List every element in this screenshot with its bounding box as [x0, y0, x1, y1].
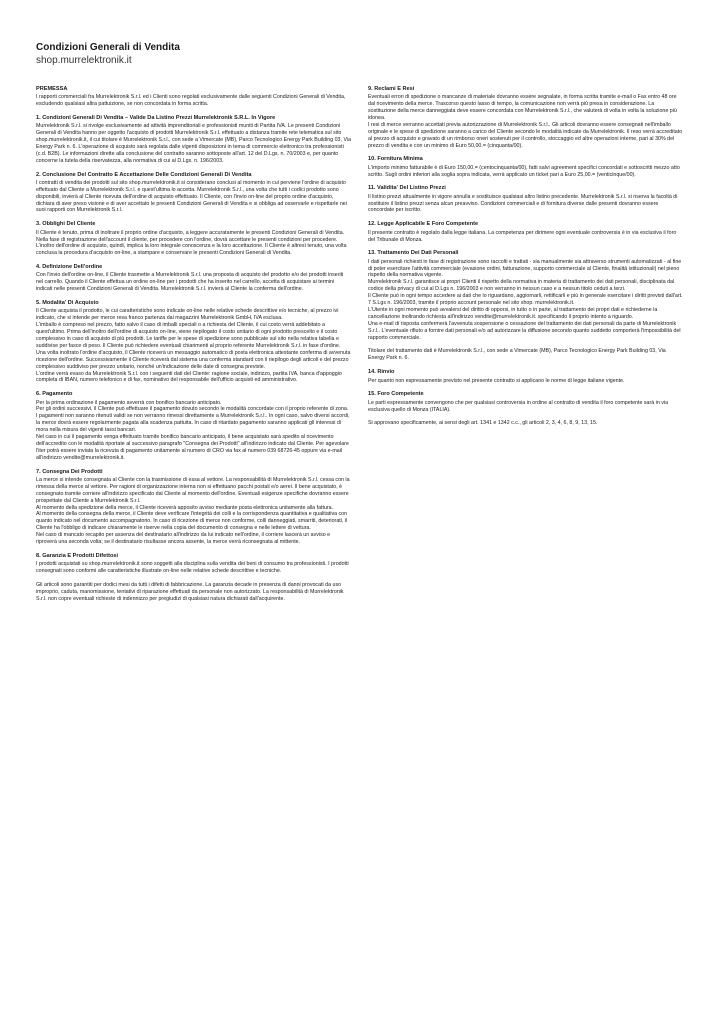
section — [36, 172, 351, 215]
section-paragraph: Il Cliente può in ogni tempo accedere ai dati che lo riguardano, aggiornarli, rettificarli e più in generale esercitare i diritti previsti dall'art. 7 S.Lgs n. 196/2003, tramite il proprio account personale nel sito shop. murrelektronik.it. — [368, 293, 683, 307]
section — [368, 86, 683, 149]
section — [368, 250, 683, 341]
section-paragraph: Si approvano specificamente, ai sensi degli art. 1341 e 1342 c.c., gli articoli 2, 3, 4, 6, 8, 9, 13, 15. — [368, 420, 598, 427]
section-heading: 13. Trattamento Dei Dati Personali — [368, 250, 459, 257]
section-paragraph: I contratti di vendita dei prodotti sul sito shop.murrelektronik.it si considerano conclusi al momento in cui perviene l'ordine di acquisto effettuato dal Cliente a Murrelektronik S.r.l. e quest'ultima lo accetta. Murrelektronik S.r.l., una volta che tutti i codici prodotto sono disponibili, invierà al Cliente ricevuta dell'ordine di acquisto effettuato. Il Cliente, con l'invio on-line del proprio ordine d'acquisto, dichiara di aver preso visione e di aver accettato le presenti Condizioni Generali di Vendita e si obbliga ad osservarle e rispettarle nei suoi rapporti con Murrelektronik S.r.l. — [36, 179, 347, 214]
section-paragraph: Il Cliente acquista il prodotto, le cui caratteristiche sono indicate on-line nelle relative schede descrittive e/o tecniche, al prezzo ivi indicato, che si intende per merce resa franco partenza dai magazzini Murrelektronik GmbH, IVA esclusa. — [36, 308, 339, 322]
section-paragraph: Nel caso in cui il pagamento venga effettuato tramite bonifico bancario anticipato, il bene acquistato sarà spedito al ricevimento dell'accredito con le modalità riportate al successivo paragrafo "Consegna dei Prodotti" all'indirizzo indicato dal Cliente. Per agevolare l'iter potrà essere inviata la ricevuta di pagamento unitamente al numero di CRO via fax al numero 039 68726-45 oppure via e-mail all'indirizzo vendite@murrelektronik.it. — [36, 434, 349, 461]
section-paragraph: Il presente contratto è regolato dalla legge italiana. La competenza per dirimere ogni eventuale controversia è in via esclusiva il foro del Tribunale di Monza. — [368, 229, 677, 243]
section — [36, 115, 351, 165]
section — [36, 300, 351, 384]
section-heading: 7. Consegna Dei Prodotti — [36, 468, 103, 475]
section-paragraph: Il Cliente è tenuto, prima di inoltrare il proprio ordine d'acquisto, a leggere accuratamente le presenti Condizioni Generali di Vendita. Nella fase di registrazione dell'account il cliente, per procedere con l'ordine, dovrà accettare le presenti condizioni per procedere. L'inoltro dell'ordine di acquisto, quindi, implica la loro integrale conoscenza e la loro accettazione. Il Cliente è altresì tenuto, una volta conclusa la procedura d'acquisto on-line, a stampare e conservare le presenti Condizioni Generali di Vendita. — [36, 229, 347, 257]
right-column — [368, 86, 683, 434]
section-paragraph: L'importo minimo fatturabile è di Euro 150,00.= (centocinquanta/00), fatti salvi agreement specifici concordati e sottoscritti mezzo atto scritto. Sugli ordini inferiori alla soglia sopra indicata, verrà applicato un ticket pari a Euro 25,00.= (venticinque/00). — [368, 164, 680, 178]
section-heading: 5. Modalita' Di Acquisto — [36, 300, 99, 307]
section-heading: 1. Condizioni Generali Di Vendita – Valide Da Listino Prezzi Murrelektronik S.R.L. In Vigore — [36, 115, 276, 122]
section-paragraph: I resi di merce verranno accettati previa autorizzazione di Murrelektronik S.r.l.. Gli articoli dovranno essere consegnati nell'imballo originale e le spese di spedizione saranno a carico del Cliente secondo le modalità indicate da Murrelektronik. Il reso verrà accreditato al prezzo di acquisto e gravato di un rimborso oneri sostenuti per il controllo, stoccaggio ed altre operazioni interne, pari al 30% del prezzo di vendita e con un minimo di Euro 50,00.= (cinquanta/00). — [368, 121, 683, 149]
section-heading: 2. Conclusione Del Contratto E Accettazione Delle Condizioni Generali Di Vendita — [36, 171, 252, 178]
section-paragraph: Una volta inoltrato l'ordine d'acquisto, il Cliente riceverà un messaggio automatico di posta elettronica attestante conferma di avvenuta ricezione dell'ordine. Successivamente il Cliente riceverà dal sistema una conferma standard con il riepilogo degli articoli e del prezzo complessivo suddiviso per prezzo unitario, nonché un'indicazione delle date di consegna previste. — [36, 349, 351, 370]
section-paragraph: Murrelektronik S.r.l. si rivolge esclusivamente ad attività imprenditoriali e professionisti muniti di Partita IVA. Le presenti Condizioni Generali di Vendita hanno per oggetto l'acquisto di prodotti Murrelektronik S.r.l. effettuato a distanza tramite rete telematica sul sito shop.murrelektronik.it, il cui titolare è Murrelektronik S.r.l., con sede a Vimercate (MB), Parco Tecnologico Energy Park Building 03, Via Energy Park n. 6. L'operazione di acquisto sarà regolata dalle vigenti disposizioni in tema di commercio elettronico tra professionisti (c.d. B2B). Le informazioni dirette alla conclusione del contratto saranno sottoposte all'art. 12 del D.Lgs. n. 70/2003 e, per quanto concerne la tutela della riservatezza, alla normativa di cui al D.Lgs. n. 196/2003. — [36, 123, 352, 164]
section-paragraph: Al momento della spedizione della merce, il Cliente riceverà apposito avviso mediante posta elettronica unitamente alla fattura. — [36, 504, 334, 511]
section-paragraph: Titolare del trattamento dati è Murrelektronik S.r.l., con sede a Vimercate (MB), Parco Tecnologico Energy Park Building 03, Via Energy Park n. 6. — [368, 348, 666, 362]
section — [368, 185, 683, 214]
section-heading: 11. Validita' Del Listino Prezzi — [368, 185, 446, 192]
section-paragraph: I dati personali richiesti in fase di registrazione sono raccolti e trattati - sia manualmente sia attraverso strumenti automatizzati - al fine di poter esercitare l'attività commerciale (evasione ordini, fatturazione, supporto commerciale al Cliente, finalità istituzionali) nel pieno rispetto della normativa vigente. — [368, 258, 682, 279]
section-paragraph: Per la prima ordinazione il pagamento avverrà con bonifico bancario anticipato. — [36, 399, 222, 406]
section — [36, 264, 351, 293]
section — [368, 391, 683, 413]
section-paragraph: Gli articoli sono garantiti per dodici mesi da tutti i difetti di fabbricazione. La garanzia decade in presenza di danni provocati da uso improprio, caduta, manomissione, tentativi di riparazione effettuati da personale non autorizzato. La responsabilità di Murrelektronik S.r.l. non copre eventuali richieste di indennizzo per pregiudizi di qualsiasi natura dichiarati dall'acquirente. — [36, 581, 344, 602]
section-paragraph: L'ordine verrà evaso da Murrelektronik S.r.l. con i seguenti dati del Cliente: ragione sociale, indirizzo, partita IVA, banca d'appoggio completa di IBAN, numero telefonico e di fax, nominativo del responsabile dell'ufficio acquisti ed amministrativo. — [36, 370, 342, 384]
section-paragraph: Con l'invio dell'ordine on-line, il Cliente trasmette a Murrelektronik S.r.l. una proposta di acquisto del prodotto e/o dei prodotti inseriti nel carrello. Quando il Cliente effettua un ordine on-line per i prodotti che ha inserito nel carrello, accetta di acquistare ai termini indicati nelle presenti Condizioni Generali di Vendita. Murrelektronik S.r.l. invierà al Cliente la conferma dell'ordine. — [36, 272, 344, 293]
section-paragraph: Al momento della consegna della merce, il Cliente deve verificare l'integrità dei colli e la corrispondenza quantitativa e qualitativa con quanto indicato nel documento accompagnatorio. In caso di ricezione di merce non conforme, colli danneggiati, smarriti, deteriorati, il Cliente ha l'obbligo di indicare chiaramente le riserve nella copia del documento di consegna e nelle lettere di vettura. — [36, 511, 348, 532]
section-paragraph: Per gli ordini successivi, il Cliente può effettuare il pagamento dovuto secondo le modalità concordate con il proprio referente di zona. — [36, 406, 349, 413]
document-site: shop.murrelektronik.it — [36, 55, 132, 66]
section — [36, 469, 351, 546]
section-paragraph: I pagamenti non saranno ritenuti validi se non verranno rimessi direttamente a Murrelektronik S.r.l.. In ogni caso, salvo diversi accordi, la merce dovrà essere regolarmente pagata alla scadenza pattuita. In caso di ritardato pagamento saranno applicati gli interessi di mora nella misura dei vigenti tassi bancari. — [36, 413, 350, 434]
section-heading: 8. Garanzia E Prodotti Difettosi — [36, 552, 119, 559]
section-paragraph: L'imballo è compreso nel prezzo, fatto salvo il caso di imballi speciali o a richiesta del Cliente, il cui costo verrà addebitato a quest'ultimo. Prima dell'inoltro dell'ordine di acquisto on-line, viene riepilogato il costo unitario di ogni prodotto prescelto e il costo complessivo in caso di acquisto di più prodotti. Le tariffe per le spese di spedizione sono pubblicate sul sito nella relativa tabella e suddivise per fasce di peso. Il Cliente può richiedere eventuali chiarimenti al proprio referente Murrelektronik S.r.l. in fase d'ordine. — [36, 322, 341, 349]
section-heading: 9. Reclami E Resi — [368, 86, 415, 92]
section-heading: 3. Obblighi Del Cliente — [36, 221, 96, 228]
section-paragraph: I rapporti commerciali fra Murrelektronik S.r.l. ed i Clienti sono regolati esclusivamente dalle seguenti Condizioni Generali di Vendita, escludendo qualsiasi altra pattuizione, se non concordata in forma scritta. — [36, 94, 346, 108]
section-paragraph: I prodotti acquistati su shop.murrelektronik.it sono soggetti alla disciplina sulla vendita dei beni di consumo tra professionisti. I prodotti consegnati sono conformi alle caratteristiche illustrate on-line nelle relative schede descrittive e tecniche. — [36, 561, 349, 575]
section-paragraph: L'Utente in ogni momento può avvalersi del diritto di opporsi, in tutto o in parte, al trattamento dei propri dati e richiederne la cancellazione inoltrando richiesta all'indirizzo vendite@murrelektronik.it. specificando il proprio intento a riguardo. — [368, 306, 658, 320]
section-heading: 6. Pagamento — [36, 391, 73, 398]
section — [368, 156, 683, 178]
section-paragraph: Nel caso di mancato recapito per assenza del destinatario all'indirizzo da lui indicato nell'ordine, il corriere lascerà un avviso e riproverà una seconda volta; se il destinatario risultasse ancora assente, la merce verrà riconsegnata al mittente. — [36, 532, 331, 546]
section-heading: 4. Definizione Dell'ordine — [36, 264, 103, 271]
section-heading: 12. Legge Applicabile E Foro Competente — [368, 221, 479, 228]
section — [36, 86, 351, 108]
document-title: Condizioni Generali di Vendita — [36, 42, 180, 53]
section — [368, 348, 683, 362]
section — [36, 221, 351, 257]
section — [368, 369, 683, 384]
section-paragraph: Una e-mail di risposta confermerà l'avvenuta sospensione o cessazione del trattamento dei dati personali da parte di Murrelektronik S.r.l.. L'eventuale rifiuto a fornire dati personali e/o ad autorizzare la diffusione secondo quanto suddetto comporterà l'impossibilità del rapporto commerciale. — [368, 320, 681, 341]
section-heading: 14. Rinvio — [368, 369, 395, 376]
section-heading: PREMESSA — [36, 86, 68, 92]
section-paragraph: Il listino prezzi attualmente in vigore annulla e sostituisce qualsiasi altro listino precedente. Murrelektronik S.r.l. si riserva la facoltà di sostituire il listino prezzi senza alcun preavviso. Condizioni commerciali e di fornitura diverse dalle presenti dovranno essere concordate per iscritto. — [368, 193, 678, 214]
section-paragraph: Le parti espressamente convengono che per qualsiasi controversia in ordine al contratto di vendita il foro competente sarà in via esclusiva quello di Monza (ITALIA). — [368, 399, 669, 413]
section — [36, 553, 351, 575]
section-heading: 10. Fornitura Minima — [368, 156, 423, 163]
section-paragraph: Murrelektronik S.r.l. garantisce ai propri Clienti il rispetto della normativa in materia di trattamento dei dati personali, disciplinata dal codice della privacy di cui al D.Lgs n. 196/2003 e non verranno in nessun caso e a nessun titolo ceduti a terzi. — [368, 279, 675, 293]
section — [36, 582, 351, 603]
section-paragraph: Eventuali errori di spedizione o mancanze di materiale dovranno essere segnalate, in forma scritta tramite e-mail o Fax entro 48 ore dal ricevimento della merce. Trascorso questo lasso di tempo, la comunicazione non verrà più presa in considerazione. La sostituzione della merce danneggiata deve essere concordata con Murrelektronik S.r.l., che valuterà di volta in volta la soluzione più idonea. — [368, 94, 677, 121]
section-paragraph: La merce si intende consegnata al Cliente con la trasmissione di essa al vettore. La responsabilità di Murrelektronik S.r.l. cessa con la rimessa della merce al vettore. Per ragioni di organizzazione interna non si effettuano pacchi postali e/o aerei. Il bene acquistato, è consegnato tramite corriere all'indirizzo specificato dal Cliente al momento dell'ordine. Eventuali esigenze specifiche dovranno essere prospettate dal Cliente a Murrelektronik S.r.l. — [36, 476, 350, 504]
section — [36, 391, 351, 461]
section — [368, 420, 683, 427]
section-heading: 15. Foro Competente — [368, 391, 424, 398]
left-column — [36, 86, 351, 610]
section — [368, 221, 683, 243]
document-header — [36, 42, 180, 67]
section-paragraph: Per quanto non espressamente previsto nel presente contratto si applicano le norme di legge italiane vigente. — [368, 377, 625, 384]
